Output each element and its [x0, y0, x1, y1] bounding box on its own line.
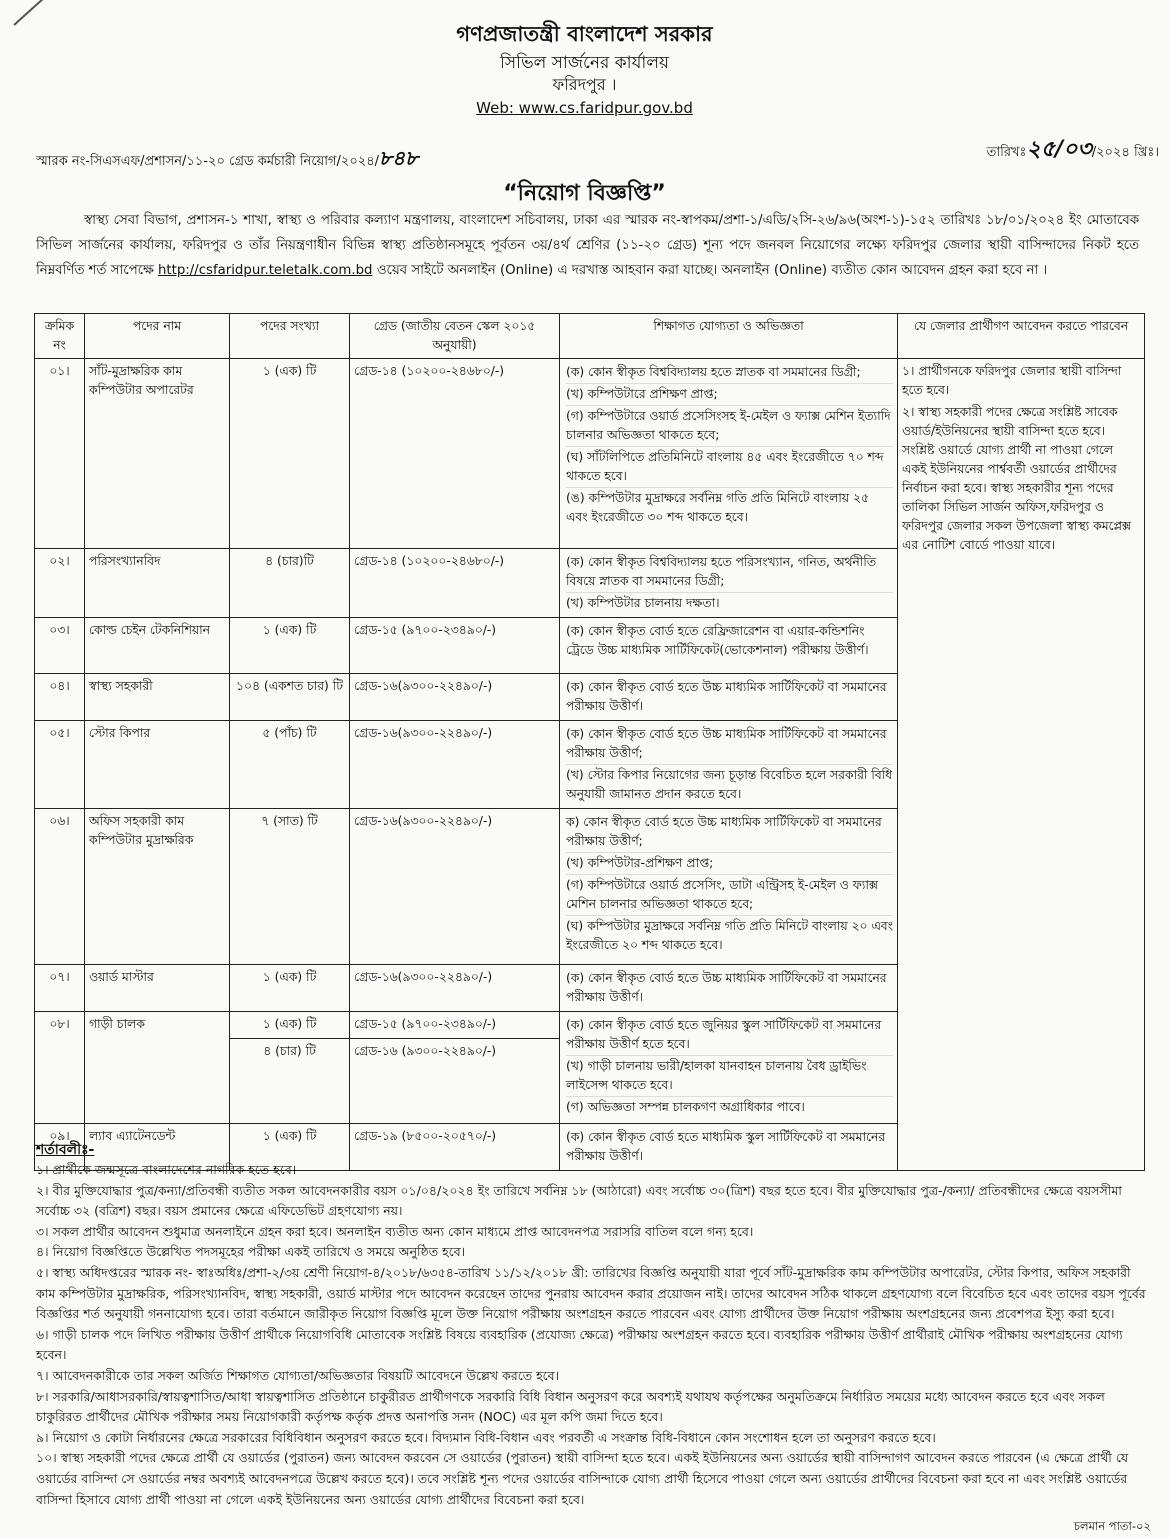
date-year: /২০২৪ খ্রিঃ।: [1091, 145, 1159, 160]
district-heading: ফরিদপুর ।: [552, 75, 617, 94]
row-post-name: পরিসংখ্যানবিদ: [85, 549, 230, 618]
qualification-item: (ঙ) কম্পিউটার মুদ্রাক্ষরে সর্বনিম্ন গতি প্রতি মিনিটে বাংলায় ২৫ এবং ইংরেজীতে ৩০ শব্দ থাকতে হবে।: [566, 491, 869, 524]
qualification-item: (ক) কোন স্বীকৃত বোর্ড হতে উচ্চ মাধ্যমিক সার্টিফিকেট বা সমমানের পরীক্ষায় উত্তীর্ণ;: [566, 724, 893, 765]
notice-title: “নিয়োগ বিজ্ঞপ্তি”: [503, 181, 666, 206]
condition-item: ৮। সরকারি/আধাসরকারি/স্বায়ত্বশাসিত/আধা স্বায়ত্বশাসিত প্রতিষ্ঠানে চাকুরীরত প্রার্থীগণকে সরকারি বিধি বিধান অনুসরণ করে অবশ্যই যথাযথ কর্তৃপক্ষের অনুমতিক্রমে নির্ধারিত সময়ের মধ্যে আবেদন করতে হবে এবং সকল চাকুরিরত প্রার্থীদের মৌখিক পরীক্ষার সময় নিয়োগকারী কর্তৃপক্ষ কর্তৃক প্রদত্ত অনাপত্তি সনদ (NOC) এর মূল কপি জমা দিতে হবে।: [36, 1388, 1105, 1425]
row-post-count: [230, 1012, 350, 1124]
row-serial: ০৯।: [35, 1124, 85, 1171]
memo-handwritten-number: ৮৪৮: [379, 146, 418, 170]
row-post-name: গাড়ী চালক: [85, 1012, 230, 1124]
post-count-value: ১ (এক) টি: [262, 1017, 317, 1031]
post-count-value: ১ (এক) টি: [262, 364, 317, 378]
qualification-item: (ঘ) কম্পিউটার মুদ্রাক্ষরে সর্বনিম্ন গতি প্রতি মিনিটে বাংলায় ২০ এবং ইংরেজীতে ২০ শব্দ থাকতে হবে।: [566, 919, 893, 952]
row-serial: ০৪।: [35, 674, 85, 721]
qualification-item: (খ) কম্পিউটারে প্রশিক্ষণ প্রাপ্ত;: [566, 384, 893, 406]
memo-date: [987, 132, 1159, 169]
grade-value: গ্রেড-১৯ (৮৫০০-২০৫৭০/-): [354, 1129, 497, 1143]
row-serial: ০৬।: [35, 809, 85, 965]
qualification-item: ক) কোন স্বীকৃত বোর্ড হতে উচ্চ মাধ্যমিক সার্টিফিকেট বা সমমানের পরীক্ষায় উত্তীর্ণ;: [566, 812, 893, 853]
row-grade: [350, 721, 560, 809]
post-count-value: ৫ (পাঁচ) টি: [262, 726, 317, 740]
row-post-count: [230, 549, 350, 618]
intro-text-1: স্বাস্থ্য সেবা বিভাগ, প্রশাসন-১ শাখা, স্বাস্থ্য ও পরিবার কল্যাণ মন্ত্রণালয়, বাংলাদেশ সচিবালয়, ঢাকা এর স্মারক নং-স্বাপকম/প্রশা-১/এডি/২সি-২৬/৯৬(অংশ-১)-১৫২ তারিখঃ ১৮/০১/২০২৪ ইং মোতাবেক সিভিল সার্জনের কার্যালয়, ফরিদপুর ও তাঁর নিয়ন্ত্রণাধীন বিভিন্ন স্বাস্থ্য প্রতিষ্ঠানসমূহে পূর্বতন ৩য়/৪র্থ শ্রেণির (১১-২০ গ্রেড) শূন্য পদে জনবল নিয়োগের লক্ষ্যে ফরিদপুর জেলার স্থায়ী বাসিন্দাদের নিকট হতে নিম্নবর্ণিত শর্ত সাপেক্ষে: [36, 213, 1139, 278]
col-header-serial: ক্রমিক নং: [35, 314, 85, 359]
condition-item: ৫। স্বাস্থ্য অধিদপ্তরের স্মারক নং- স্বাঃঅধিঃ/প্রশা-২/৩য় শ্রেণী নিয়োগ-৪/২০১৮/৬৩৫৪-তারিখ ১১/১২/২০১৮ খ্রী: তারিখের বিজ্ঞপ্তি অনুযায়ী যারা পূর্বে সাঁট-মুদ্রাক্ষরিক কাম কম্পিউটার অপারেটর, স্টোর কিপার, অফিস সহকারী কাম কম্পিউটার মুদ্রাক্ষরিক, পরিসংখ্যানবিদ, স্বাস্থ্য সহকারী, ওয়ার্ড মাস্টার পদে আবেদন করেছেন তাদের পুনরায় আবেদন করার প্রয়োজন নাই। তাদের আবেদন সঠিক থাকলে গ্রহণযোগ্য বলে বিবেচিত হবে এবং তাদের বয়স পূর্বের বিজ্ঞপ্তির শর্ত অনুযায়ী গননাযোগ্য হবে। তারা বর্তমানে জারীকৃত নিয়োগ বিজ্ঞপ্তি মূলে উক্ত নিয়োগ পরীক্ষায় অংশগ্রহন করতে পারবেন এবং যোগ্য প্রার্থীদের উক্ত নিয়োগ পরীক্ষায় অংশগ্রহনের জন্য প্রবেশপত্র ইস্যু করা হবে।: [36, 1264, 1146, 1322]
row-post-name: সাঁট-মুদ্রাক্ষরিক কাম কম্পিউটার অপারেটর: [85, 359, 230, 549]
qualification-item: (খ) কম্পিউটার-প্রশিক্ষণ প্রাপ্ত;: [566, 853, 893, 875]
qualification-item: (খ) কম্পিউটার চালনায় দক্ষতা।: [566, 596, 720, 610]
qualification-item: (ক) কোন স্বীকৃত বিশ্ববিদ্যালয় হতে পরিসংখ্যান, গনিত, অর্থনীতি বিষয়ে স্নাতক বা সমমানের ডিগ্রী;: [566, 552, 893, 593]
condition-item: ৭। আবেদনকারীকে তার সকল অর্জিত শিক্ষাগত যোগ্যতা/অভিজ্ঞতার বিষয়টি আবেদনে উল্লেখ করতে হবে।: [36, 1367, 560, 1383]
condition-item: ১। প্রার্থীকে জন্মসূত্রে বাংলাদেশের নাগরিক হতে হবে।: [36, 1162, 297, 1177]
row-post-name: ওয়ার্ড মাস্টার: [85, 965, 230, 1012]
row-qualifications: [560, 549, 898, 618]
row-qualifications: [560, 674, 898, 721]
row-post-name: কোল্ড চেইন টেকনিশিয়ান: [85, 618, 230, 674]
row-qualifications: [560, 1012, 898, 1124]
condition-item: ৬। গাড়ী চালক পদে লিখিত পরীক্ষায় উত্তীর্ণ প্রার্থীকে নিয়োগবিধি মোতাবেক সংশ্লিষ্ট বিষয়ে ব্যবহারিক (প্রযোজ্য ক্ষেত্রে) পরীক্ষায় অংশগ্রহন করতে হবে। ব্যবহারিক পরীক্ষায় উত্তীর্ণ প্রার্থীরাই মৌখিক পরীক্ষায় অংশগ্রহনের যোগ্য হবেন।: [36, 1326, 1123, 1363]
qualification-item: (ক) কোন স্বীকৃত বোর্ড হতে উচ্চ মাধ্যমিক সার্টিফিকেট বা সমমানের পরীক্ষায় উত্তীর্ণ।: [566, 971, 887, 1004]
grade-value: গ্রেড-১৬(৯৩০০-২২৪৯০/-): [354, 679, 493, 693]
col-header-post: পদের নাম: [85, 314, 230, 359]
conditions-list: [36, 1160, 1148, 1510]
post-count-value-2: ৪ (চার) টি: [230, 1038, 349, 1061]
row-grade: [350, 809, 560, 965]
table-header-row: [35, 314, 1145, 359]
post-count-value: ৪ (চার)টি: [265, 554, 314, 568]
row-serial: ০৮।: [35, 1012, 85, 1124]
memo-number: [36, 144, 418, 177]
grade-value: গ্রেড-১৬(৯৩০০-২২৪৯০/-): [354, 970, 493, 984]
row-qualifications: [560, 359, 898, 549]
grade-value-2: গ্রেড-১৬ (৯৩০০-২২৪৯০/-): [350, 1038, 559, 1061]
intro-text-2: ওয়েব সাইটে অনলাইন (Online) এ দরখাস্ত আহবান করা যাচ্ছে। অনলাইন (Online) ব্যতীত কোন আবেদন গ্রহন করা হবে না ।: [376, 263, 1048, 278]
row-serial: ০৭।: [35, 965, 85, 1012]
condition-item: ১০। স্বাস্থ্য সহকারী পদের ক্ষেত্রে প্রার্থী যে ওয়ার্ডের (পুরাতন) জন্য আবেদন করবেন সে ওয়ার্ডের (পুরাতন) স্থায়ী বাসিন্দা হতে হবে। একই ইউনিয়নের অন্য ওয়ার্ডের স্থায়ী বাসিন্দাগণ আবেদন করতে পারবেন (এ ক্ষেত্রে প্রার্থী যে ওয়ার্ডের বাসিন্দা সে ওয়ার্ডের নম্বর অবশ্যই আবেদনপত্রে উল্লেখ করতে হবে)। তবে সংশ্লিষ্ট শূন্য পদের ওয়ার্ডের বাসিন্দাকে যোগ্য প্রার্থী হিসেবে পাওয়া গেলে অন্য ওয়ার্ডের প্রার্থীদের বিবেচনা করা হবে না এবং সংশ্লিষ্ট ওয়ার্ডের বাসিন্দা হিসাবে যোগ্য প্রার্থী পাওয়া না গেলে একই ইউনিয়নের অন্য ওয়ার্ডের যোগ্য প্রার্থীদের বিবেচনা করা হবে।: [36, 1450, 1129, 1507]
posts-table: [34, 313, 1145, 1171]
row-grade: [350, 674, 560, 721]
row-qualifications: [560, 965, 898, 1012]
row-qualifications: [560, 809, 898, 965]
row-serial: ০১।: [35, 359, 85, 549]
continued-page-note: চলমান পাতা-০২: [1073, 1519, 1151, 1533]
qualification-item: (ক) কোন স্বীকৃত বোর্ড হতে মাধ্যমিক স্কুল সার্টিফিকেট বা সমমানের পরীক্ষায় উত্তীর্ণ।: [566, 1130, 886, 1163]
condition-item: ৪। নিয়োগ বিজ্ঞপ্তিতে উল্লেখিত পদসমূহের পরীক্ষা একই তারিখে ও সময়ে অনুষ্ঠিত হবে।: [36, 1244, 466, 1260]
grade-value: গ্রেড-১৫ (৯৭০০-২৩৪৯০/-): [354, 1017, 497, 1031]
qualification-item: (খ) গাড়ী চালনায় ভারী/হালকা যানবাহন চালনায় বৈধ ড্রাইভিং লাইসেন্স থাকতে হবে।: [566, 1056, 893, 1097]
col-header-district: যে জেলার প্রার্থীগণ আবেদন করতে পারবেন: [898, 314, 1145, 359]
row-qualifications: [560, 618, 898, 674]
govt-heading: গণপ্রজাতন্ত্রী বাংলাদেশ সরকার: [456, 22, 713, 46]
row-grade: [350, 618, 560, 674]
row-post-count: [230, 359, 350, 549]
row-post-name: স্বাস্থ্য সহকারী: [85, 674, 230, 721]
conditions-heading: শর্তাবলীঃ-: [36, 1142, 95, 1158]
date-handwritten: ২৫/০৩: [1026, 137, 1092, 162]
row-post-count: [230, 809, 350, 965]
date-label: তারিখঃ: [986, 145, 1027, 160]
row-post-count: [230, 965, 350, 1012]
post-count-value: ১০৪ (একশত চার) টি: [236, 679, 343, 693]
row-grade: [350, 965, 560, 1012]
row-grade: [350, 359, 560, 549]
condition-item: ৩। সকল প্রার্থীর আবেদন শুধুমাত্র অনলাইনে গ্রহন করা হবে। অনলাইন ব্যতীত অন্য কোন মাধ্যমে প্রাপ্ত আবেদনপত্র সরাসরি বাতিল বলে গন্য হবে।: [36, 1223, 754, 1239]
condition-item: ২। বীর মুক্তিযোদ্ধার পুত্র/কন্যা/প্রতিবন্ধী ব্যতীত সকল আবেদনকারীর বয়স ০১/০৪/২০২৪ ইং তারিখে সর্বনিম্ন ১৮ (আঠারো) এবং সর্বোচ্চ ৩০(ত্রিশ) বছর হতে হবে। বীর মুক্তিযোদ্ধার পুত্র-/কন্যা/ প্রতিবন্ধীদের ক্ষেত্রে বয়সসীমা সর্বোচ্চ ৩২ (বত্রিশ) বছর। বয়স প্রমানের ক্ষেত্রে এফিডেভিট গ্রহণযোগ্য নয়।: [36, 1182, 1122, 1219]
row-post-count: [230, 674, 350, 721]
district-eligibility-cell: [898, 359, 1145, 1171]
post-count-value: ১ (এক) টি: [262, 623, 317, 637]
row-post-name: ল্যাব এ্যাটেনডেন্ট: [85, 1124, 230, 1171]
post-count-value: ৭ (সাত) টি: [261, 814, 318, 828]
memo-prefix: স্মারক নং-সিএসএফ/প্রশাসন/১১-২০ গ্রেড কর্মচারী নিয়োগ/২০২৪/: [36, 154, 380, 169]
row-post-count: [230, 618, 350, 674]
post-count-value: ১ (এক) টি: [262, 970, 317, 984]
application-url-link[interactable]: http://csfaridpur.teletalk.com.bd: [157, 263, 373, 278]
condition-item: ৯। নিয়োগ ও কোটা নির্ধারনের ক্ষেত্রে সরকারের বিধিবিধান অনুসরণ করতে হবে। বিদ্যমান বিধি-বিধান এবং পরবর্তী এ সংক্রান্ত বিধি-বিধানে কোন সংশোধন হলে তা অনুসরণ করতে হবে।: [36, 1429, 936, 1445]
district-note: ২। স্বাস্থ্য সহকারী পদের ক্ষেত্রে সংশ্লিষ্ট সাবেক ওয়ার্ড/ইউনিয়নের স্থায়ী বাসিন্দা হতে হবে। সংশ্লিষ্ট ওয়ার্ডে যোগ্য প্রার্থী না পাওয়া গেলে একই ইউনিয়নের পার্শ্ববর্তী ওয়ার্ডের প্রার্থীদের নির্বাচন করা হবে। স্বাস্থ্য সহকারীর শূন্য পদের তালিকা সিভিল সার্জন অফিস,ফরিদপুর ও ফরিদপুর জেলার সকল উপজেলা স্বাস্থ্য কমপ্লেক্স এর নোটিশ বোর্ডে পাওয়া যাবে।: [902, 405, 1131, 552]
qualification-item: (ক) কোন স্বীকৃত বোর্ড হতে রেফ্রিজারেশন বা এয়ার-কন্ডিশনিং ট্রেডে উচ্চ মাধ্যমিক সার্টিফিকেট(ভোকেশনাল) পরীক্ষায় উত্তীর্ণ।: [566, 624, 869, 657]
grade-value: গ্রেড-১৪ (১০২০০-২৪৬৮০/-): [354, 364, 505, 378]
row-grade: [350, 1012, 560, 1124]
col-header-count: পদের সংখ্যা: [230, 314, 350, 359]
col-header-qualification: শিক্ষাগত যোগ্যতা ও অভিজ্ঞতা: [560, 314, 898, 359]
qualification-item: (খ) স্টোর কিপার নিয়োগের জন্য চূড়ান্ত বিবেচিত হলে সরকারী বিধি অনুযায়ী জামানত প্রদান করতে হবে।: [566, 768, 893, 801]
intro-paragraph: [36, 208, 1139, 283]
qualification-item: (ক) কোন স্বীকৃত বিশ্ববিদ্যালয় হতে স্নাতক বা সমমানের ডিগ্রী;: [566, 362, 893, 384]
grade-value: গ্রেড-১৫ (৯৭০০-২৩৪৯০/-): [354, 623, 497, 637]
qualification-item: (ক) কোন স্বীকৃত বোর্ড হতে জুনিয়র স্কুল সার্টিফিকেট বা সমমানের পরীক্ষায় উত্তীর্ণ হতে হবে।: [566, 1015, 893, 1056]
qualification-item: (গ) অভিজ্ঞতা সম্পন্ন চালকগণ অগ্রাধিকার পাবে।: [566, 1100, 805, 1114]
grade-value: গ্রেড-১৬(৯৩০০-২২৪৯০/-): [354, 814, 493, 828]
row-serial: ০৩।: [35, 618, 85, 674]
col-header-grade: গ্রেড (জাতীয় বেতন স্কেল ২০১৫ অনুযায়ী): [350, 314, 560, 359]
row-serial: ০২।: [35, 549, 85, 618]
table-row: [35, 359, 1145, 549]
qualification-item: (গ) কম্পিউটারে ওয়ার্ড প্রসেসিং, ডাটা এন্ট্রিসহ ই-মেইল ও ফ্যাক্স মেশিন চালনার অভিজ্ঞতা থাকতে হবে;: [566, 875, 893, 916]
qualification-item: (ঘ) সাঁটলিপিতে প্রতিমিনিটে বাংলায় ৪৫ এবং ইংরেজীতে ৭০ শব্দ থাকতে হবে।: [566, 447, 893, 488]
grade-value: গ্রেড-১৬(৯৩০০-২২৪৯০/-): [354, 726, 493, 740]
qualification-item: (ক) কোন স্বীকৃত বোর্ড হতে উচ্চ মাধ্যমিক সার্টিফিকেট বা সমমানের পরীক্ষায় উত্তীর্ণ।: [566, 680, 887, 713]
post-count-value: ১ (এক) টি: [262, 1129, 317, 1143]
row-grade: [350, 549, 560, 618]
row-post-name: স্টোর কিপার: [85, 721, 230, 809]
table-body: [35, 359, 1145, 1171]
qualification-item: (গ) কম্পিউটারে ওয়ার্ড প্রসেসিংসহ ই-মেইল ও ফ্যাক্স মেশিন ইত্যাদি চালনার অভিজ্ঞতা থাকতে হবে;: [566, 406, 893, 447]
row-post-count: [230, 721, 350, 809]
office-heading: সিভিল সার্জনের কার্যালয়: [499, 53, 670, 73]
website-link[interactable]: Web: www.cs.faridpur.gov.bd: [476, 99, 693, 117]
district-note: ১। প্রার্থীগনকে ফরিদপুর জেলার স্থায়ী বাসিন্দা হতে হবে।: [902, 364, 1122, 397]
grade-value: গ্রেড-১৪ (১০২০০-২৪৬৮০/-): [354, 554, 505, 568]
row-serial: ০৫।: [35, 721, 85, 809]
row-post-name: অফিস সহকারী কাম কম্পিউটার মুদ্রাক্ষরিক: [85, 809, 230, 965]
row-qualifications: [560, 721, 898, 809]
